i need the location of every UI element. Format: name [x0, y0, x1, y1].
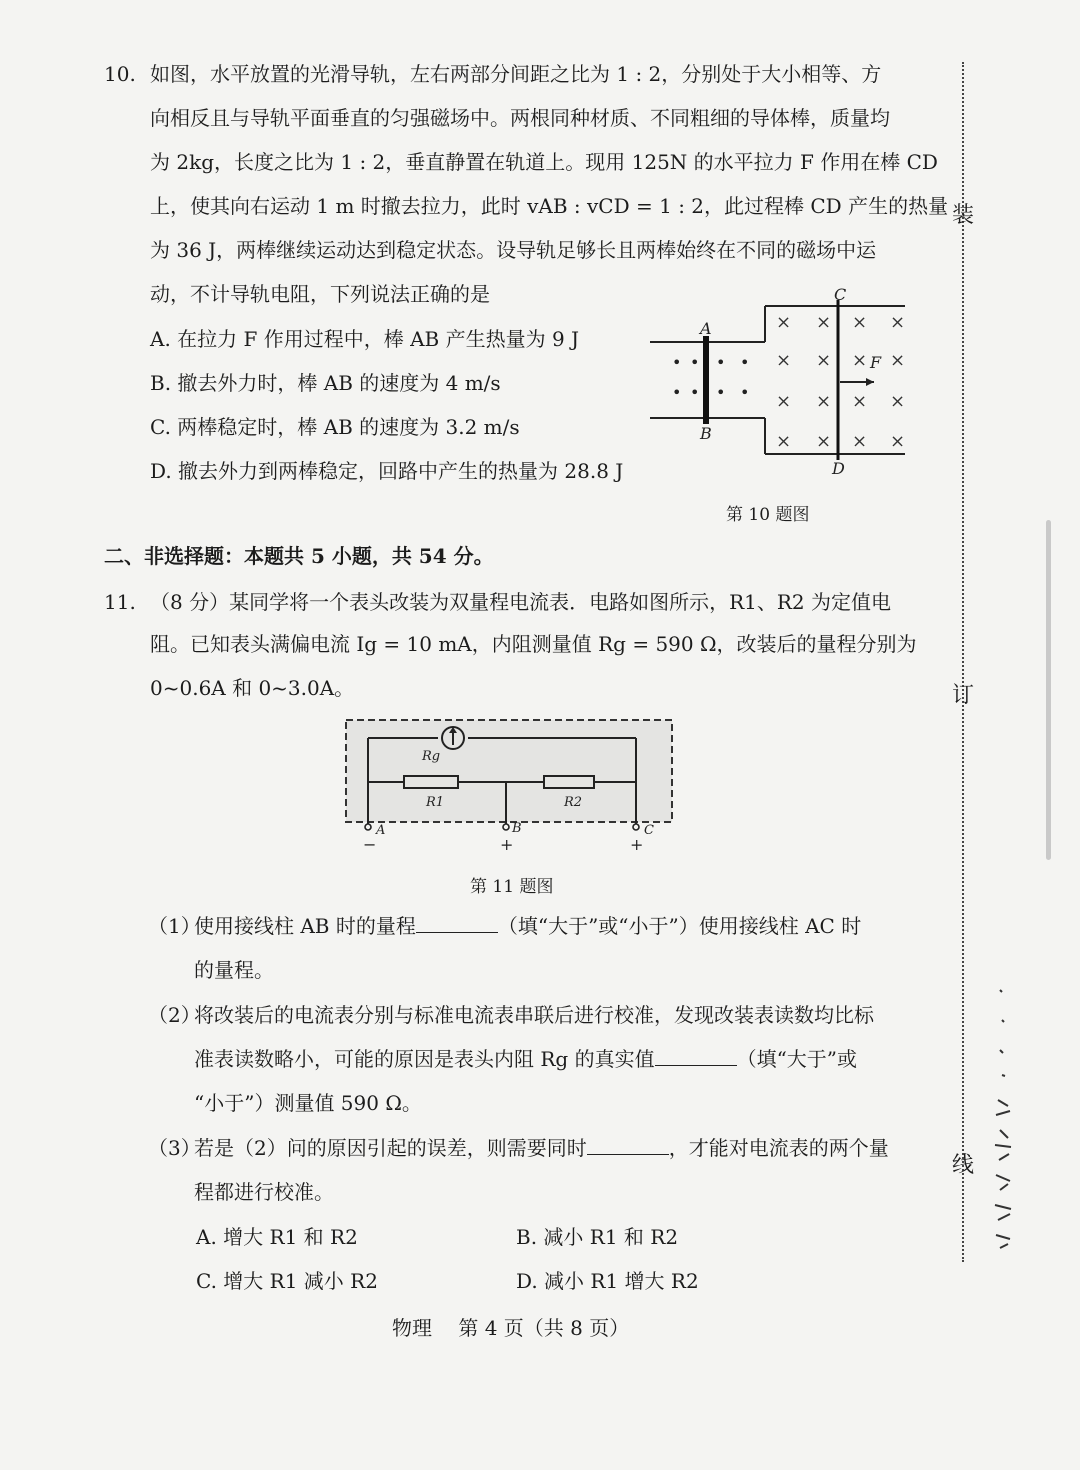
answer-blank-2[interactable] [655, 1065, 737, 1066]
q11-figure [338, 712, 688, 857]
q10-option-d: D. 撤去外力到两棒稳定，回路中产生的热量为 28.8 J [150, 459, 624, 483]
q10-line-5: 为 36 J，两棒继续运动达到稳定状态。设导轨足够长且两棒始终在不同的磁场中运 [150, 238, 877, 262]
q11-line-2: 阻。已知表头满偏电流 Ig = 10 mA，内阻测量值 Rg = 590 Ω，改装后的量程分别为 [150, 632, 917, 656]
svg-text:A: A [700, 319, 712, 338]
q11-part2-line-3: “小于”）测量值 590 Ω。 [194, 1091, 422, 1115]
q11-part2-line-2: 准表读数略小，可能的原因是表头内阻 Rg 的真实值 （填“大于”或 [194, 1047, 858, 1071]
scrollbar[interactable] [1046, 520, 1051, 860]
q11-part2-number: （2） [148, 1003, 201, 1027]
svg-text:•: • [740, 383, 750, 402]
binding-char-zhuang: 装 [952, 203, 975, 228]
svg-text:Rg: Rg [422, 749, 441, 764]
q10-option-c: C. 两棒稳定时，棒 AB 的速度为 3.2 m/s [150, 415, 520, 439]
svg-text:•: • [690, 383, 700, 402]
answer-blank-1[interactable] [416, 932, 498, 933]
q11-part3-number: （3） [148, 1136, 201, 1160]
svg-text:•: • [740, 353, 750, 372]
section-2-heading: 二、非选择题：本题共 5 小题，共 54 分。 [104, 544, 494, 568]
svg-text:×: × [816, 431, 832, 452]
svg-text:×: × [890, 391, 906, 412]
svg-text:F: F [870, 353, 882, 372]
svg-text:×: × [890, 350, 906, 371]
svg-text:×: × [852, 312, 868, 333]
q11-option-a: A. 增大 R1 和 R2 [196, 1225, 358, 1249]
q11-number: 11. [104, 590, 136, 614]
q10-option-b: B. 撤去外力时，棒 AB 的速度为 4 m/s [150, 371, 501, 395]
q11-line-1: （8 分）某同学将一个表头改装为双量程电流表．电路如图所示，R1、R2 为定值电 [150, 590, 892, 614]
svg-text:+: + [500, 835, 514, 854]
svg-text:×: × [890, 312, 906, 333]
page-footer: 物理 第 4 页（共 8 页） [392, 1316, 630, 1340]
svg-text:×: × [816, 350, 832, 371]
q11-part1-line-2: 的量程。 [194, 958, 274, 982]
q11-figure-caption: 第 11 题图 [470, 877, 554, 897]
svg-text:•: • [716, 383, 726, 402]
svg-text:×: × [816, 391, 832, 412]
binding-char-xian: 线 [952, 1153, 975, 1178]
binding-char-ding: 订 [952, 683, 975, 708]
q11-option-b: B. 减小 R1 和 R2 [516, 1225, 679, 1249]
svg-text:B: B [512, 821, 522, 836]
svg-text:×: × [776, 312, 792, 333]
svg-text:×: × [852, 350, 868, 371]
svg-text:×: × [890, 431, 906, 452]
q10-figure-caption: 第 10 题图 [726, 505, 810, 525]
svg-text:C: C [834, 285, 847, 304]
svg-text:R2: R2 [564, 795, 583, 810]
q10-option-a: A. 在拉力 F 作用过程中，棒 AB 产生热量为 9 J [150, 327, 580, 351]
svg-text:×: × [776, 391, 792, 412]
q11-line-3: 0~0.6A 和 0~3.0A。 [150, 676, 355, 700]
q11-part3-line-1: 若是（2）问的原因引起的误差，则需要同时 ，才能对电流表的两个量 [194, 1136, 889, 1160]
q11-part3-line-2: 程都进行校准。 [194, 1180, 334, 1204]
svg-text:A: A [376, 823, 386, 838]
svg-text:+: + [630, 835, 644, 854]
svg-text:•: • [716, 353, 726, 372]
edge-scan-noise [990, 980, 1020, 1270]
q10-line-1: 如图，水平放置的光滑导轨，左右两部分间距之比为 1 : 2，分别处于大小相等、方 [150, 62, 882, 86]
q10-line-6: 动，不计导轨电阻，下列说法正确的是 [150, 282, 490, 306]
svg-text:−: − [363, 835, 377, 854]
q11-option-d: D. 减小 R1 增大 R2 [516, 1269, 699, 1293]
q10-figure [640, 282, 920, 482]
svg-text:×: × [776, 431, 792, 452]
svg-text:×: × [852, 431, 868, 452]
svg-text:R1: R1 [426, 795, 445, 810]
q11-part1-number: （1） [148, 914, 201, 938]
svg-text:B: B [700, 424, 712, 443]
answer-blank-3[interactable] [587, 1154, 669, 1155]
svg-text:×: × [816, 312, 832, 333]
q10-line-3: 为 2kg，长度之比为 1 : 2，垂直静置在轨道上。现用 125N 的水平拉力 F 作用在棒 CD [150, 150, 938, 174]
svg-text:×: × [776, 350, 792, 371]
q11-option-c: C. 增大 R1 减小 R2 [196, 1269, 378, 1293]
svg-text:×: × [852, 391, 868, 412]
q11-part2-line-1: 将改装后的电流表分别与标准电流表串联后进行校准，发现改装表读数均比标 [194, 1003, 874, 1027]
q10-line-2: 向相反且与导轨平面垂直的匀强磁场中。两根同种材质、不同粗细的导体棒，质量均 [150, 106, 890, 130]
svg-text:•: • [672, 353, 682, 372]
binding-dotted-line [962, 62, 964, 1262]
q11-part1-line-1: 使用接线柱 AB 时的量程 （填“大于”或“小于”）使用接线柱 AC 时 [194, 914, 862, 938]
q10-line-4: 上，使其向右运动 1 m 时撤去拉力，此时 vAB : vCD = 1 : 2，此过程棒 CD 产生的热量 [150, 194, 949, 218]
svg-text:D: D [832, 459, 845, 478]
svg-text:•: • [690, 353, 700, 372]
svg-text:•: • [672, 383, 682, 402]
svg-text:C: C [644, 823, 654, 838]
q10-number: 10. [104, 62, 136, 86]
